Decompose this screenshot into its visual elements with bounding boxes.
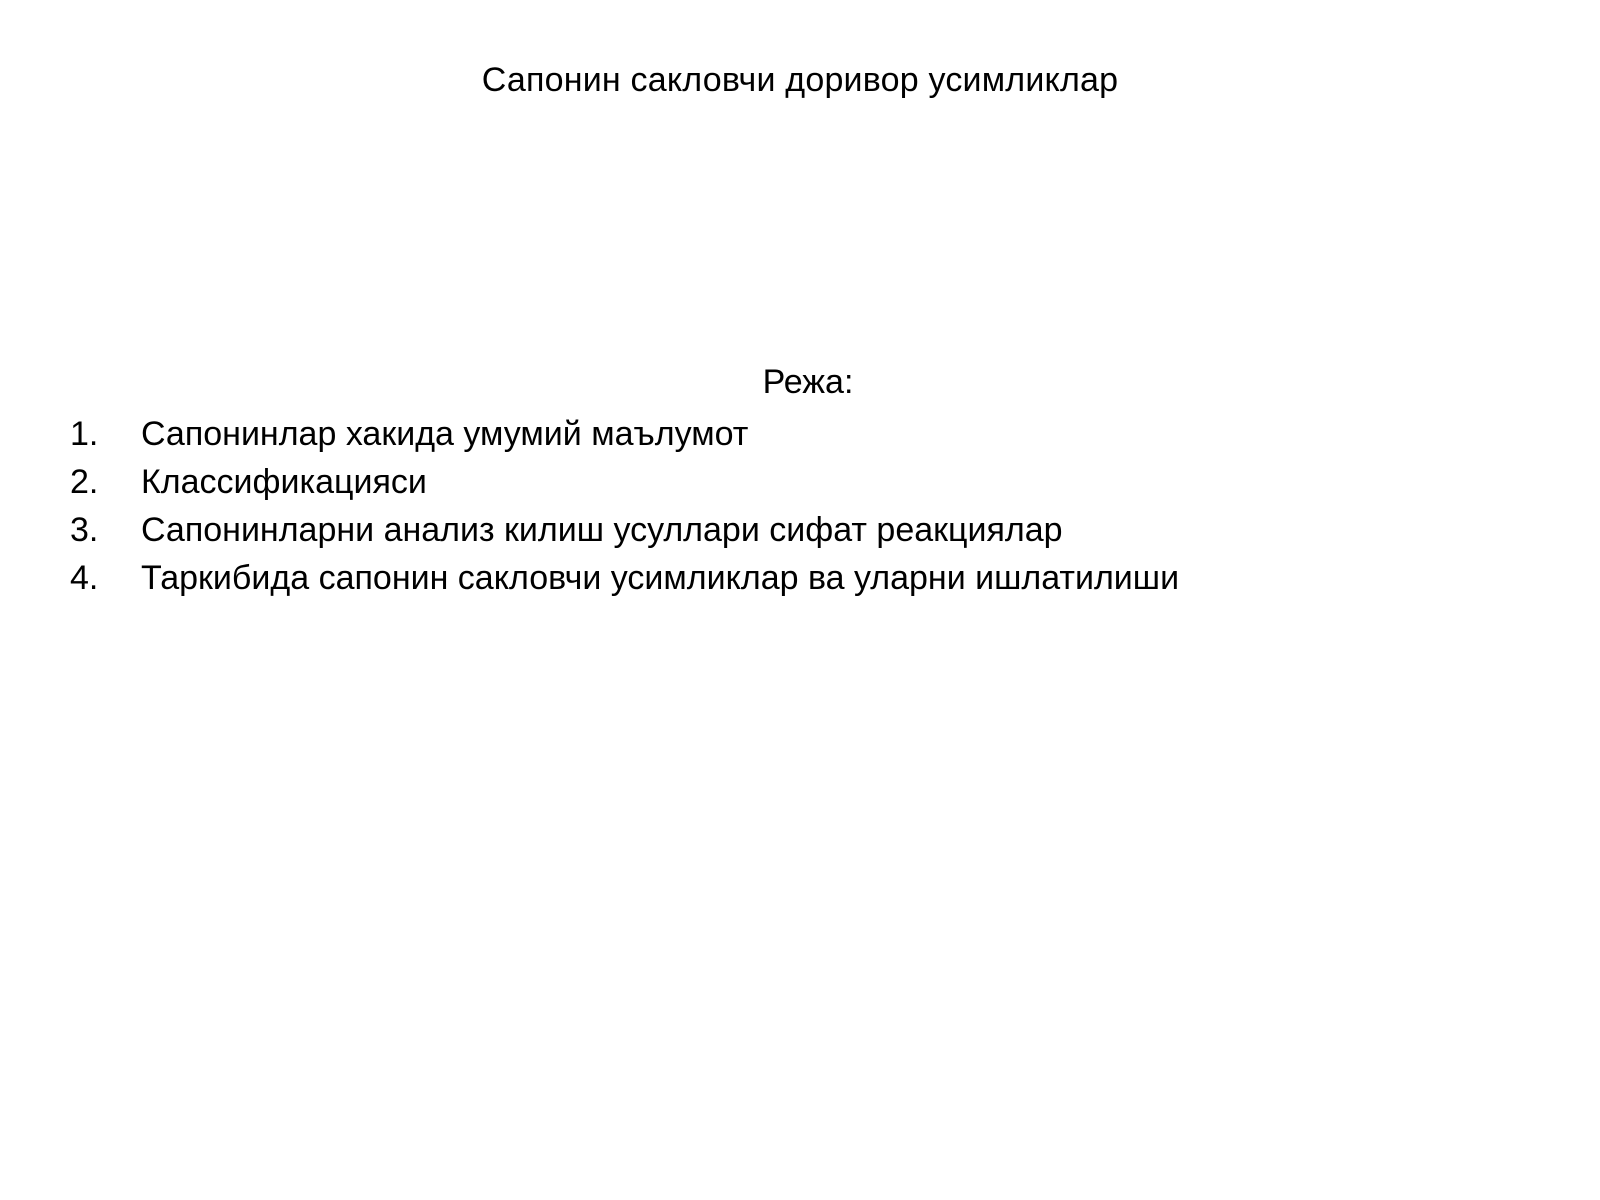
plan-item-number: 4. xyxy=(70,559,99,597)
plan-item-2 xyxy=(70,458,1550,506)
plan-item-text: Таркибида сапонин сакловчи усимликлар ва уларни ишлатилиши xyxy=(141,559,1180,597)
plan-item-number: 1. xyxy=(70,415,99,453)
slide-title: Сапонин сакловчи доривор усимликлар xyxy=(481,61,1119,99)
plan-item-3 xyxy=(70,506,1550,554)
plan-list xyxy=(70,410,1550,602)
plan-item-number: 2. xyxy=(70,463,99,501)
plan-item-1 xyxy=(70,410,1550,458)
plan-heading: Режа: xyxy=(762,363,854,401)
plan-item-text: Сапонинлар хакида умумий маълумот xyxy=(141,415,749,453)
plan-item-text: Классификацияси xyxy=(141,463,427,501)
plan-item-4 xyxy=(70,554,1550,602)
plan-item-text: Сапонинларни анализ килиш усуллари сифат реакциялар xyxy=(141,511,1063,549)
plan-item-number: 3. xyxy=(70,511,99,549)
